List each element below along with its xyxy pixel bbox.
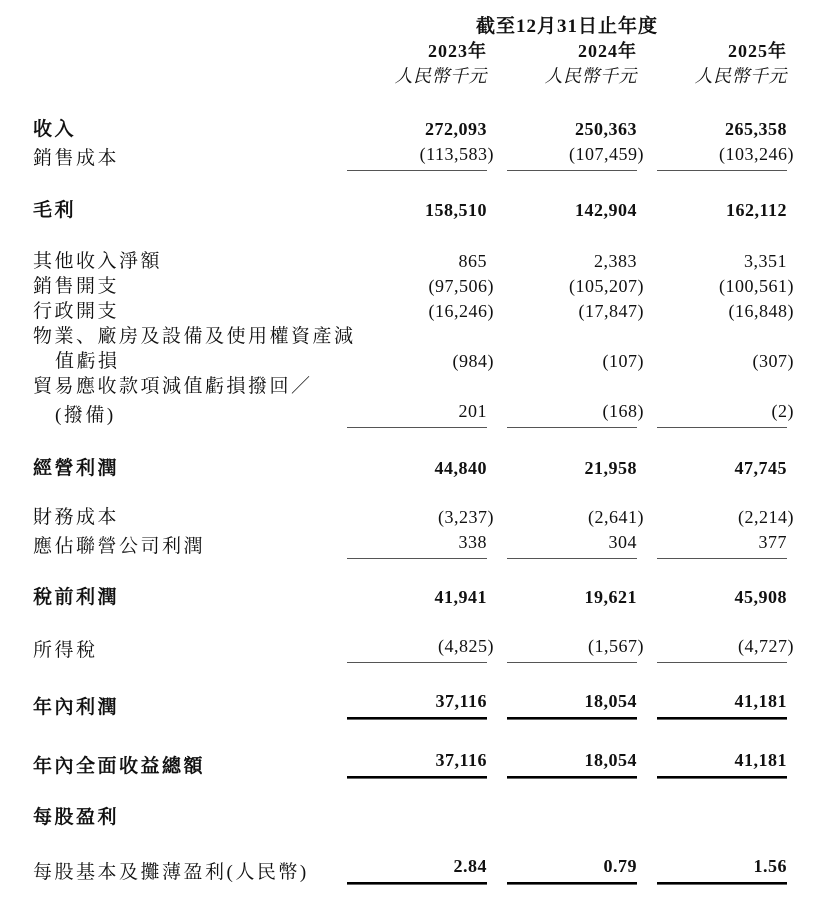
cell-value: (1,567) xyxy=(588,636,644,656)
table-row-operating-profit xyxy=(33,428,787,481)
table-row-revenue xyxy=(33,89,787,142)
table-row-impairment-line1 xyxy=(33,324,787,349)
value-2025 xyxy=(657,530,787,559)
cell-value: 1.56 xyxy=(753,856,787,876)
value-2024 xyxy=(507,610,644,663)
row-label: 物業、廠房及設備及使用權資產減 xyxy=(33,326,356,347)
value-2024 xyxy=(507,171,637,223)
value-2024 xyxy=(507,530,637,559)
table-row-income-tax xyxy=(33,610,787,663)
cell-value: 41,181 xyxy=(734,750,787,770)
spacer xyxy=(637,39,657,64)
cell-value: (105,207) xyxy=(569,276,644,296)
year-header-2024: 2024年 xyxy=(578,41,637,61)
cell-value: (16,246) xyxy=(428,301,494,321)
value-2025 xyxy=(657,610,794,663)
spacer xyxy=(487,428,507,481)
value-2023 xyxy=(347,481,494,530)
empty-cell xyxy=(33,14,347,39)
cell-value: (2,214) xyxy=(738,507,794,527)
cell-value: 2.84 xyxy=(453,856,487,876)
value-2023 xyxy=(347,399,487,428)
cell-value: 201 xyxy=(458,401,487,421)
value-2025 xyxy=(657,830,787,885)
cell-value: 865 xyxy=(458,251,487,271)
table-row-share-of-associates xyxy=(33,530,787,559)
value-2023 xyxy=(347,428,487,481)
cell-value: 21,958 xyxy=(584,458,637,478)
spacer xyxy=(637,223,657,274)
cell-value: (984) xyxy=(452,351,494,371)
cell-value: 19,621 xyxy=(584,587,637,607)
value-2023 xyxy=(347,663,487,720)
double-underline-rule xyxy=(347,882,487,885)
table-row-gross-profit xyxy=(33,171,787,223)
table-row-trade-receivables-line1 xyxy=(33,374,787,399)
cell-value: (97,506) xyxy=(428,276,494,296)
row-label: 毛利 xyxy=(33,200,77,221)
table-header-units-row xyxy=(33,64,787,89)
spacer xyxy=(487,720,507,779)
row-label: 貿易應收款項減值虧損撥回／ xyxy=(33,376,313,397)
cell-value: 142,904 xyxy=(575,200,637,220)
value-2025 xyxy=(657,223,787,274)
spacer xyxy=(637,720,657,779)
spacer xyxy=(487,559,507,610)
cell-value: (307) xyxy=(752,351,794,371)
cell-value: 18,054 xyxy=(584,691,637,711)
value-2024 xyxy=(507,720,637,779)
period-header: 截至12月31日止年度 xyxy=(475,16,658,37)
cell-value: (4,825) xyxy=(438,636,494,656)
row-label: 每股基本及攤薄盈利(人民幣) xyxy=(33,862,309,883)
row-label: 經營利潤 xyxy=(33,458,120,479)
value-2024 xyxy=(507,428,637,481)
income-statement-table xyxy=(33,14,794,885)
cell-value: 41,941 xyxy=(434,587,487,607)
spacer xyxy=(487,530,507,559)
value-2023 xyxy=(347,299,494,324)
cell-value: 272,093 xyxy=(425,119,487,139)
cell-value: 265,358 xyxy=(725,119,787,139)
cell-value: 47,745 xyxy=(734,458,787,478)
table-row-selling-expenses xyxy=(33,274,787,299)
value-2023 xyxy=(347,349,494,374)
value-2024 xyxy=(507,663,637,720)
table-row-trade-receivables-line2 xyxy=(33,399,787,428)
cell-value: (168) xyxy=(602,401,644,421)
spacer xyxy=(637,663,657,720)
value-2023 xyxy=(347,530,487,559)
value-2024 xyxy=(507,481,644,530)
cell-value: (100,561) xyxy=(719,276,794,296)
row-label: 每股盈利 xyxy=(33,807,120,828)
table-row-impairment-line2 xyxy=(33,349,787,374)
cell-value: 44,840 xyxy=(434,458,487,478)
double-underline-rule xyxy=(507,882,637,885)
row-label: 其他收入淨額 xyxy=(33,251,163,272)
cell-value: 377 xyxy=(758,532,787,552)
cell-value: (2) xyxy=(771,401,794,421)
spacer xyxy=(637,89,657,142)
table-header-years-row xyxy=(33,39,787,64)
value-2025 xyxy=(657,481,794,530)
table-row-other-income xyxy=(33,223,787,274)
value-2024 xyxy=(507,299,644,324)
year-header-2023: 2023年 xyxy=(428,41,487,61)
cell-value: (107) xyxy=(602,351,644,371)
table-row-profit-before-tax xyxy=(33,559,787,610)
value-2023 xyxy=(347,559,487,610)
value-2025 xyxy=(657,559,787,610)
row-label: 行政開支 xyxy=(33,301,120,322)
value-2023 xyxy=(347,223,487,274)
spacer xyxy=(637,64,657,89)
cell-value: (107,459) xyxy=(569,144,644,164)
value-2024 xyxy=(507,89,637,142)
value-2025 xyxy=(657,428,787,481)
spacer xyxy=(487,663,507,720)
cell-value: 162,112 xyxy=(725,200,787,220)
spacer xyxy=(487,223,507,274)
value-2023 xyxy=(347,171,487,223)
value-2023 xyxy=(347,720,487,779)
value-2025 xyxy=(657,299,794,324)
cell-value: (17,847) xyxy=(578,301,644,321)
table-row-basic-diluted-eps xyxy=(33,830,787,885)
table-row-total-comprehensive-income xyxy=(33,720,787,779)
value-2023 xyxy=(347,274,494,299)
table-row-finance-costs xyxy=(33,481,787,530)
value-2024 xyxy=(507,559,637,610)
cell-value: (113,583) xyxy=(419,144,494,164)
year-header-2025: 2025年 xyxy=(728,41,787,61)
spacer xyxy=(487,830,507,885)
value-2024 xyxy=(507,142,644,171)
value-2024 xyxy=(507,223,637,274)
cell-value: (103,246) xyxy=(719,144,794,164)
spacer xyxy=(637,171,657,223)
value-2025 xyxy=(657,349,794,374)
cell-value: 338 xyxy=(458,532,487,552)
spacer xyxy=(487,399,507,428)
unit-header-2024: 人民幣千元 xyxy=(544,66,637,86)
cell-value: 41,181 xyxy=(734,691,787,711)
value-2025 xyxy=(657,399,794,428)
cell-value: 45,908 xyxy=(734,587,787,607)
row-label: 財務成本 xyxy=(33,507,120,528)
row-label: (撥備) xyxy=(55,405,116,426)
spacer xyxy=(637,428,657,481)
cell-value: 2,383 xyxy=(594,251,637,271)
cell-value: (3,237) xyxy=(438,507,494,527)
double-underline-rule xyxy=(657,882,787,885)
spacer xyxy=(487,39,507,64)
spacer xyxy=(637,830,657,885)
value-2024 xyxy=(507,349,644,374)
cell-value: 304 xyxy=(608,532,637,552)
row-label: 值虧損 xyxy=(55,351,120,372)
spacer xyxy=(637,530,657,559)
value-2023 xyxy=(347,830,487,885)
cell-value: 18,054 xyxy=(584,750,637,770)
unit-header-2023: 人民幣千元 xyxy=(394,66,487,86)
table-row-admin-expenses xyxy=(33,299,787,324)
value-2025 xyxy=(657,274,794,299)
cell-value: 158,510 xyxy=(425,200,487,220)
row-label: 收入 xyxy=(33,119,77,140)
value-2024 xyxy=(507,274,644,299)
cell-value: 0.79 xyxy=(603,856,637,876)
table-row-profit-for-year xyxy=(33,663,787,720)
value-2025 xyxy=(657,142,794,171)
row-label: 所得稅 xyxy=(33,640,98,661)
table-row-earnings-per-share-heading xyxy=(33,779,787,830)
cell-value: 250,363 xyxy=(575,119,637,139)
value-2025 xyxy=(657,663,787,720)
cell-value: 3,351 xyxy=(744,251,787,271)
table-row-cost-of-sales xyxy=(33,142,787,171)
value-2023 xyxy=(347,610,494,663)
row-label: 銷售成本 xyxy=(33,148,120,169)
cell-value: (4,727) xyxy=(738,636,794,656)
table-header-period-row xyxy=(33,14,787,39)
value-2025 xyxy=(657,89,787,142)
row-label: 稅前利潤 xyxy=(33,587,120,608)
row-label: 銷售開支 xyxy=(33,276,120,297)
cell-value: 37,116 xyxy=(435,750,487,770)
unit-header-2025: 人民幣千元 xyxy=(694,66,787,86)
cell-value: (16,848) xyxy=(728,301,794,321)
value-2024 xyxy=(507,399,644,428)
value-2025 xyxy=(657,171,787,223)
empty-cell xyxy=(33,64,347,89)
row-label: 年內全面收益總額 xyxy=(33,756,206,777)
cell-value: 37,116 xyxy=(435,691,487,711)
empty-cell xyxy=(33,39,347,64)
spacer xyxy=(487,64,507,89)
value-2023 xyxy=(347,142,494,171)
row-label: 應佔聯營公司利潤 xyxy=(33,536,206,557)
row-label: 年內利潤 xyxy=(33,697,120,718)
value-2023 xyxy=(347,89,487,142)
value-2025 xyxy=(657,720,787,779)
spacer xyxy=(487,89,507,142)
value-2024 xyxy=(507,830,637,885)
spacer xyxy=(637,559,657,610)
cell-value: (2,641) xyxy=(588,507,644,527)
spacer xyxy=(487,171,507,223)
